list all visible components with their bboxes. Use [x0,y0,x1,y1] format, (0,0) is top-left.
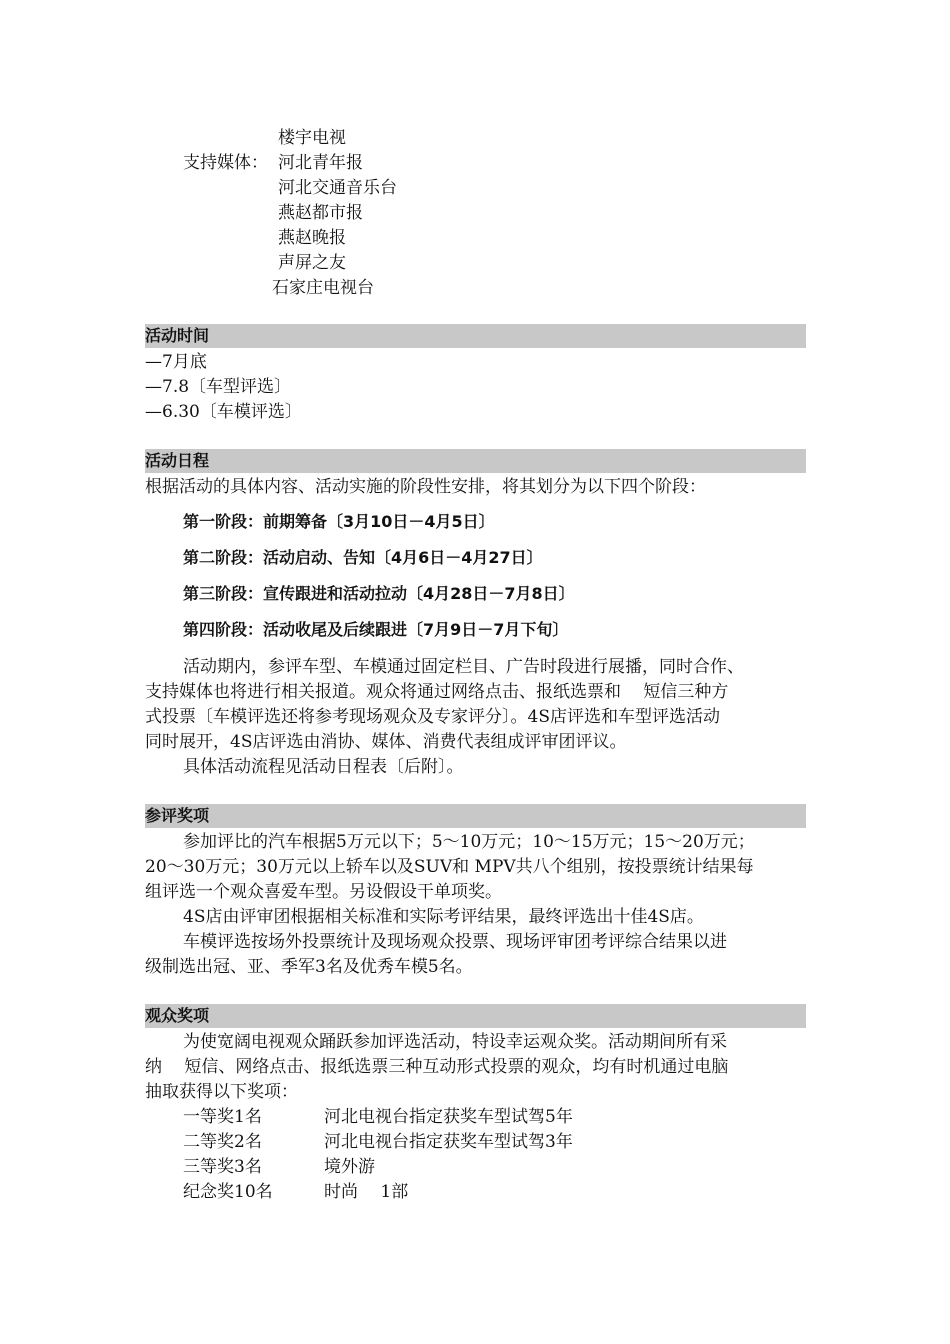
prize-name: 一等奖1名 [183,1107,262,1127]
awards-para-line: 参加评比的汽车根据5万元以下；5～10万元；10～15万元；15～20万元； [183,832,755,852]
prize-desc: 河北电视台指定获奖车型试驾3年 [324,1132,573,1152]
prize-desc: 境外游 [324,1157,375,1177]
prize-desc: 时尚 1部 [324,1182,409,1202]
section-heading-awards [145,804,806,828]
prize-desc: 河北电视台指定获奖车型试驾5年 [324,1107,573,1127]
media-item: 声屏之友 [278,253,346,273]
awards-para-line: 20～30万元；30万元以上轿车以及SUV和 MPV共八个组别，按投票统计结果每 [145,857,754,877]
section-heading-text: 活动日程 [145,451,210,470]
schedule-para-line: 同时展开，4S店评选由消协、媒体、消费代表组成评审团评议。 [145,732,627,752]
media-item: 河北青年报 [278,153,363,173]
media-item: 河北交通音乐台 [278,178,397,198]
media-item: 燕赵都市报 [278,203,363,223]
stage-item: 第四阶段：活动收尾及后续跟进〔7月9日－7月下旬〕 [183,620,569,639]
prize-name: 三等奖3名 [183,1157,262,1177]
media-item: 石家庄电视台 [272,278,374,298]
section-heading-time [145,324,806,348]
awards-para-line: 组评选一个观众喜爱车型。另设假设干单项奖。 [145,882,502,902]
section-heading-audience [145,1004,806,1028]
media-item: 楼宇电视 [278,128,346,148]
time-line: —7.8〔车型评选〕 [145,377,292,397]
schedule-para-line: 支持媒体也将进行相关报道。观众将通过网络点击、报纸选票和 短信三种方 [145,682,729,702]
prize-name: 二等奖2名 [183,1132,262,1152]
schedule-para-line: 活动期内，参评车型、车模通过固定栏目、广告时段进行展播，同时合作、 [183,657,744,677]
time-line: —6.30〔车模评选〕 [145,402,302,422]
time-line: —7月底 [145,352,207,372]
prize-name: 纪念奖10名 [183,1182,273,1202]
audience-para-line: 为使宽阔电视观众踊跃参加评选活动，特设幸运观众奖。活动期间所有采 [183,1032,727,1052]
stage-item: 第一阶段：前期筹备〔3月10日－4月5日〕 [183,512,495,531]
section-heading-text: 参评奖项 [145,806,210,825]
awards-para-line: 车模评选按场外投票统计及现场观众投票、现场评审团考评综合结果以进 [183,932,727,952]
section-heading-text: 观众奖项 [145,1006,210,1025]
stage-item: 第二阶段：活动启动、告知〔4月6日－4月27日〕 [183,548,543,567]
schedule-para-line: 式投票〔车模评选还将参考现场观众及专家评分〕。4S店评选和车型评选活动 [145,707,720,727]
schedule-para2: 具体活动流程见活动日程表〔后附〕。 [183,757,464,777]
stage-item: 第三阶段：宣传跟进和活动拉动〔4月28日－7月8日〕 [183,584,575,603]
media-item: 燕赵晚报 [278,228,346,248]
section-heading-text: 活动时间 [145,326,210,345]
schedule-intro: 根据活动的具体内容、活动实施的阶段性安排，将其划分为以下四个阶段： [145,477,706,497]
awards-para-line: 级制选出冠、亚、季军3名及优秀车模5名。 [145,957,473,977]
media-label: 支持媒体： [183,153,268,173]
audience-para-line: 抽取获得以下奖项： [145,1082,298,1102]
awards-para2: 4S店由评审团根据相关标准和实际考评结果，最终评选出十佳4S店。 [183,907,704,927]
section-heading-schedule [145,449,806,473]
audience-para-line: 纳 短信、网络点击、报纸选票三种互动形式投票的观众，均有时机通过电脑 [145,1057,729,1077]
